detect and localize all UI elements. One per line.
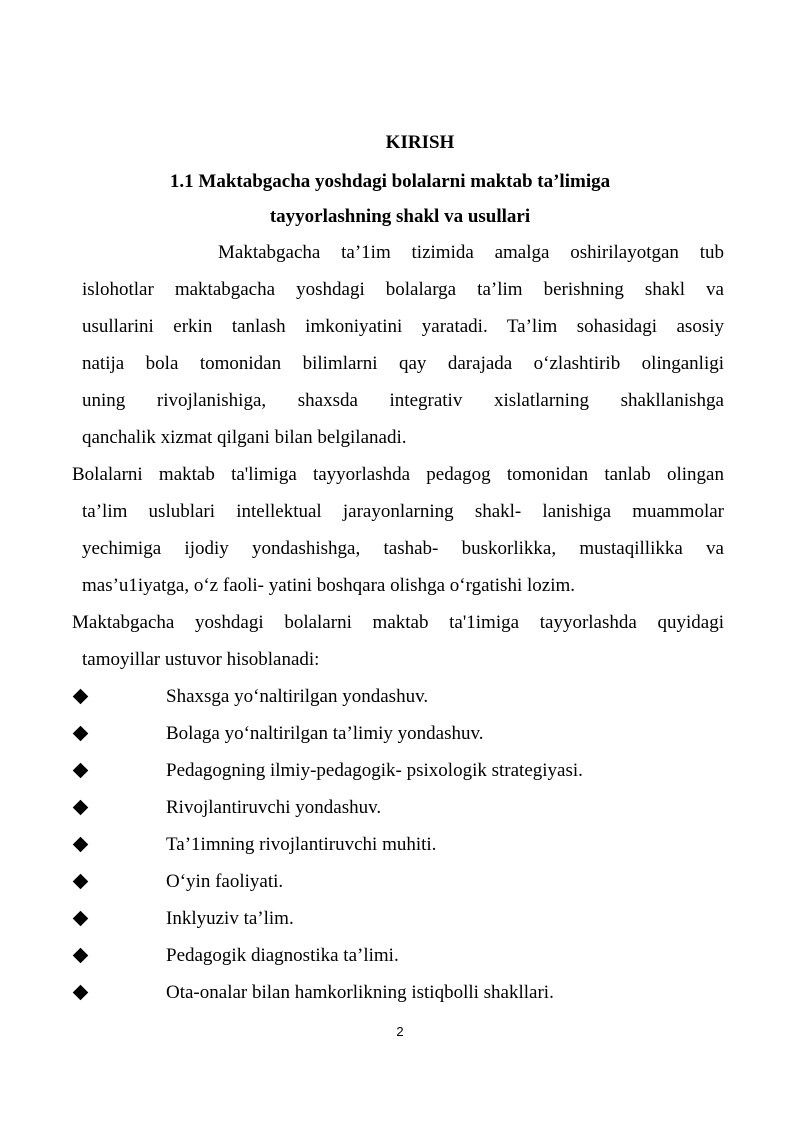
list-item-text: Inklyuziv ta’lim.	[166, 908, 294, 929]
list-item	[70, 826, 730, 863]
list-item	[70, 974, 730, 1011]
paragraph-line: islohotlar maktabgacha yoshdagi bolalarga ta’lim berishning shakl va	[82, 279, 724, 300]
list-item-text: Bolaga yo‘naltirilgan ta’limiy yondashuv.	[166, 723, 484, 744]
list-item	[70, 900, 730, 937]
chapter-title-line-2: tayyorlashning shakl va usullari	[269, 206, 531, 227]
page-number: 2	[396, 1024, 404, 1039]
section-heading: KIRISH	[385, 132, 455, 153]
paragraph-line: Maktabgacha ta’1im tizimida amalga oshirilayotgan tub	[218, 242, 724, 263]
list-item-text: Shaxsga yo‘naltirilgan yondashuv.	[166, 686, 429, 707]
principles-intro-paragraph	[72, 604, 724, 678]
list-item-text: O‘yin faoliyati.	[166, 871, 284, 892]
paragraph-line: qanchalik xizmat qilgani bilan belgilanadi.	[82, 427, 407, 448]
list-item-text: Pedagogning ilmiy-pedagogik- psixologik strategiyasi.	[166, 760, 583, 781]
list-item-text: Ota-onalar bilan hamkorlikning istiqbolli shakllari.	[166, 982, 554, 1003]
black-diamond-icon	[73, 689, 89, 705]
paragraph-line: usullarini erkin tanlash imkoniyatini yaratadi. Ta’lim sohasidagi asosiy	[82, 316, 724, 337]
paragraph-line: natija bola tomonidan bilimlarni qay darajada o‘zlashtirib olinganligi	[82, 353, 724, 374]
list-item	[70, 715, 730, 752]
black-diamond-icon	[73, 911, 89, 927]
black-diamond-icon	[73, 837, 89, 853]
black-diamond-icon	[73, 726, 89, 742]
list-item	[70, 863, 730, 900]
intro-paragraph	[82, 234, 724, 456]
list-item	[70, 752, 730, 789]
list-item	[70, 678, 730, 715]
list-item	[70, 789, 730, 826]
chapter-title-line-1: 1.1 Maktabgacha yoshdagi bolalarni maktab ta’limiga	[169, 171, 611, 192]
paragraph-line: ta’lim uslublari intellektual jarayonlarning shakl- lanishiga muammolar	[82, 501, 724, 522]
principles-list	[70, 678, 730, 1011]
paragraph-line: uning rivojlanishiga, shaxsda integrativ xislatlarning shakllanishga	[82, 390, 724, 411]
methods-paragraph	[72, 456, 724, 604]
paragraph-line: Bolalarni maktab ta'limiga tayyorlashda pedagog tomonidan tanlab olingan	[72, 464, 724, 485]
list-item-text: Rivojlantiruvchi yondashuv.	[166, 797, 382, 818]
black-diamond-icon	[73, 763, 89, 779]
paragraph-line: Maktabgacha yoshdagi bolalarni maktab ta'1imiga tayyorlashda quyidagi	[72, 612, 724, 633]
black-diamond-icon	[73, 874, 89, 890]
black-diamond-icon	[73, 985, 89, 1001]
paragraph-line: mas’u1iyatga, o‘z faoli- yatini boshqara olishga o‘rgatishi lozim.	[82, 575, 575, 596]
black-diamond-icon	[73, 800, 89, 816]
list-item-text: Ta’1imning rivojlantiruvchi muhiti.	[166, 834, 437, 855]
list-item	[70, 937, 730, 974]
list-item-text: Pedagogik diagnostika ta’limi.	[166, 945, 399, 966]
paragraph-line: tamoyillar ustuvor hisoblanadi:	[82, 649, 320, 670]
paragraph-line: yechimiga ijodiy yondashishga, tashab- buskorlikka, mustaqillikka va	[82, 538, 724, 559]
black-diamond-icon	[73, 948, 89, 964]
